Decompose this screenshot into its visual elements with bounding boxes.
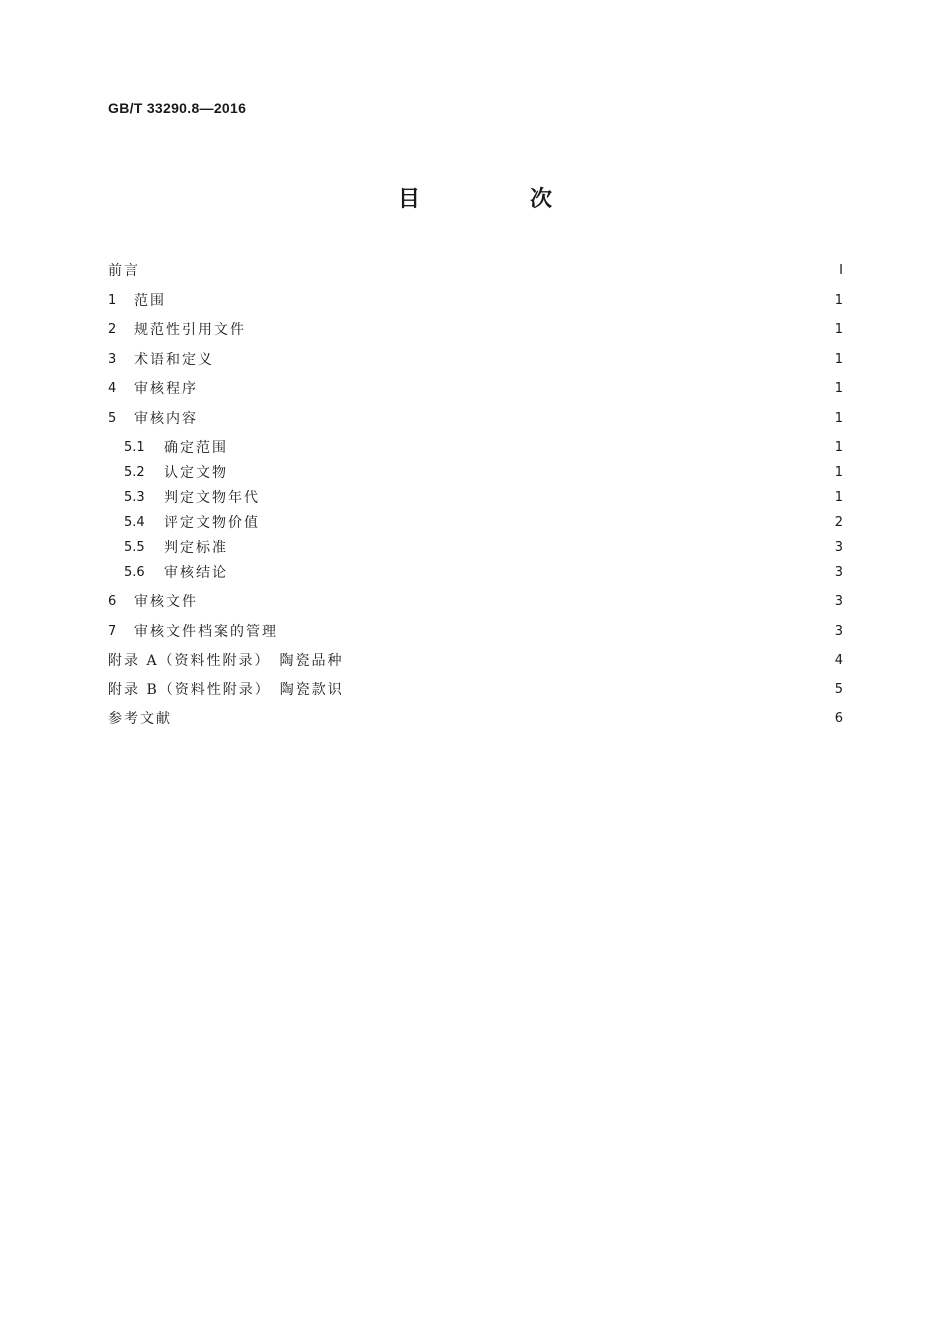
toc-leader-dots (206, 408, 827, 428)
toc-entry-label: 判定文物年代 (164, 490, 260, 506)
toc-entry-page: 3 (834, 539, 843, 555)
toc-entry (108, 349, 843, 369)
toc-entry-number: 5.1 (124, 439, 145, 455)
toc-entry-page: 5 (834, 681, 843, 697)
toc-entry-label: 审核文件 (134, 594, 198, 610)
toc-entry-label: 判定标准 (164, 540, 228, 556)
toc-leader-dots (268, 487, 827, 507)
toc-entry-label: 确定范围 (164, 440, 228, 456)
toc-entry-label: 前言 (108, 263, 140, 279)
toc-leader-dots (206, 378, 827, 398)
toc-entry-page: Ⅰ (839, 262, 843, 278)
toc-entry-number: 7 (108, 623, 117, 639)
toc-entry-page: 4 (834, 652, 843, 668)
toc-entry (108, 290, 843, 310)
toc-leader-dots (352, 650, 827, 670)
toc-entry (124, 512, 843, 532)
toc-entry-page: 1 (834, 351, 843, 367)
toc-entry (108, 260, 843, 280)
toc-entry-page: 3 (834, 593, 843, 609)
toc-entry-number: 6 (108, 593, 117, 609)
toc-entry-number: 5.6 (124, 564, 145, 580)
toc-entry-label: 附录 A（资料性附录） 陶瓷品种 (108, 653, 344, 669)
toc-entry-label: 审核内容 (134, 411, 198, 427)
toc-entry-page: 3 (834, 564, 843, 580)
toc-entry-page: 3 (834, 623, 843, 639)
toc-entry-label: 评定文物价值 (164, 515, 260, 531)
toc-entry-page: 6 (834, 710, 843, 726)
toc-entry (108, 708, 843, 728)
toc-entry-number: 5.2 (124, 464, 145, 480)
toc-entry-page: 1 (834, 464, 843, 480)
toc-entry (124, 437, 843, 457)
toc-entry-page: 1 (834, 489, 843, 505)
toc-entry-label: 审核文件档案的管理 (134, 624, 278, 640)
toc-entry-label: 规范性引用文件 (134, 322, 246, 338)
toc-leader-dots (352, 679, 827, 699)
toc-entry-page: 1 (834, 380, 843, 396)
toc-entry (124, 462, 843, 482)
toc-entry-label: 参考文献 (108, 711, 172, 727)
toc-entry (108, 378, 843, 398)
toc-entry-page: 1 (834, 439, 843, 455)
toc-entry-label: 审核结论 (164, 565, 228, 581)
toc-leader-dots (180, 708, 827, 728)
toc-leader-dots (206, 591, 827, 611)
toc-entry-page: 1 (834, 321, 843, 337)
toc-entry (108, 591, 843, 611)
toc-leader-dots (236, 462, 827, 482)
standard-code: GB/T 33290.8—2016 (108, 100, 247, 116)
toc-entry (124, 537, 843, 557)
toc-title: 目 次 (397, 187, 596, 212)
toc-entry (108, 319, 843, 339)
toc-entry-number: 5.3 (124, 489, 145, 505)
toc-entry (108, 650, 843, 670)
toc-entry-number: 1 (108, 292, 117, 308)
toc-entry-label: 审核程序 (134, 381, 198, 397)
toc-entry-page: 1 (834, 410, 843, 426)
toc-entry-number: 5 (108, 410, 117, 426)
toc-entry-label: 范围 (134, 293, 166, 309)
toc-entry-number: 4 (108, 380, 117, 396)
toc-leader-dots (222, 349, 827, 369)
toc-entry (124, 562, 843, 582)
toc-entry-number: 3 (108, 351, 117, 367)
toc-entry-number: 5.4 (124, 514, 145, 530)
toc-entry-number: 5.5 (124, 539, 145, 555)
toc-entry-page: 2 (834, 514, 843, 530)
toc-leader-dots (148, 260, 827, 280)
toc-leader-dots (236, 537, 827, 557)
toc-entry (108, 679, 843, 699)
toc-leader-dots (254, 319, 827, 339)
toc-entry-number: 2 (108, 321, 117, 337)
toc-leader-dots (286, 621, 827, 641)
toc-entry-label: 术语和定义 (134, 352, 214, 368)
toc-leader-dots (268, 512, 827, 532)
toc-entry-label: 认定文物 (164, 465, 228, 481)
toc-entry (108, 621, 843, 641)
toc-entry-label: 附录 B（资料性附录） 陶瓷款识 (108, 682, 344, 698)
toc-leader-dots (236, 562, 827, 582)
toc-leader-dots (174, 290, 827, 310)
toc-entry (108, 408, 843, 428)
toc-entry (124, 487, 843, 507)
toc-entry-page: 1 (834, 292, 843, 308)
toc-leader-dots (236, 437, 827, 457)
